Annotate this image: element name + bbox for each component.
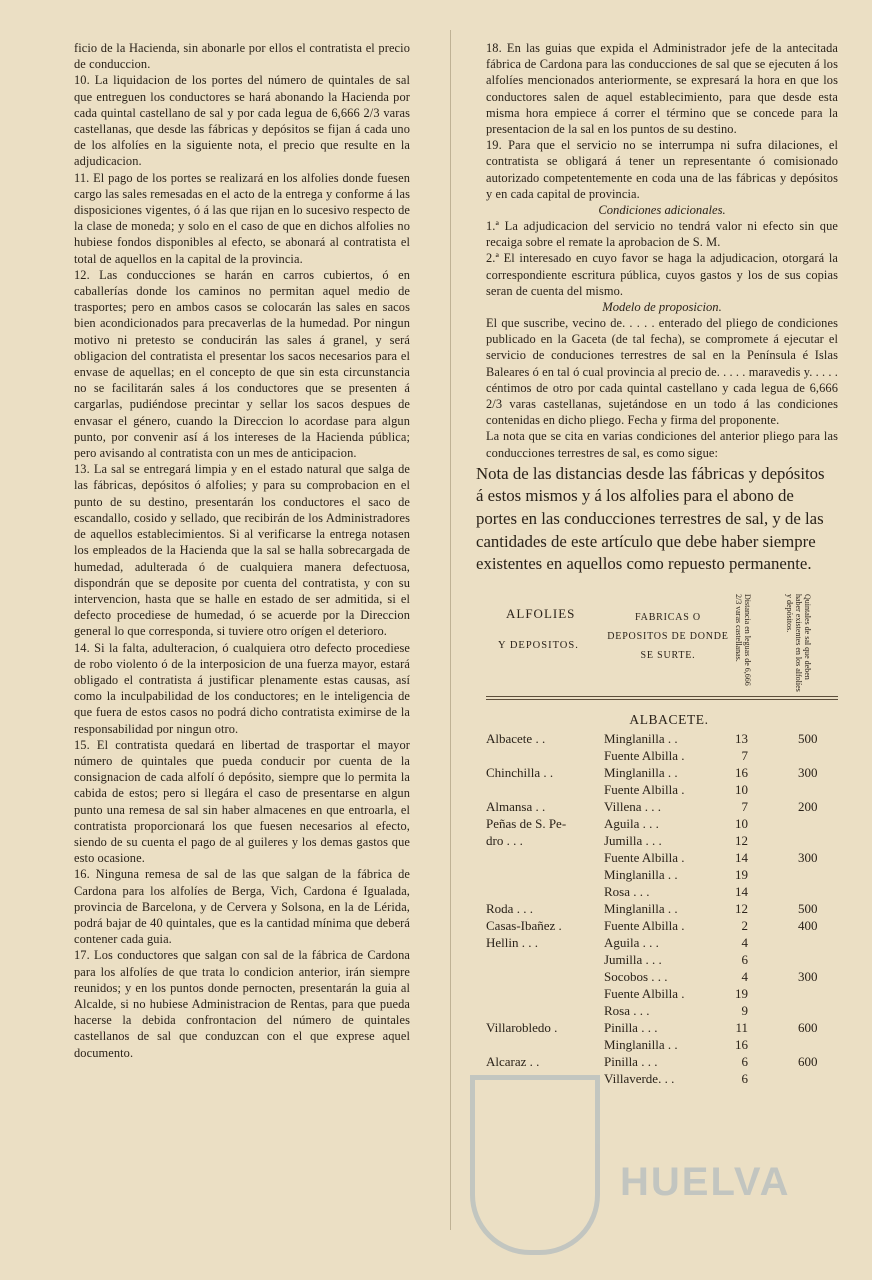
paragraph-19: 19. Para que el servicio no se interrumpa ni sufra dilaciones, el contratista se obligará á tener un representante ó comisionado autorizado competentemente en coda una de las fábricas y depósitos y en cada capital de provincia.: [486, 138, 838, 201]
model-text: El que suscribe, vecino de. . . . . enterado del pliego de condiciones publicado en la Gaceta (de tal fecha), se compromete á ejecutar el servicio de conduciones terrestres de sal en la Península é Islas Baleares ó en tal ó cual provincia al precio de. . . . . maravedis y. . . . . céntimos de otro por cada quintal castellano y cada legua de 6,666 2/3 varas castellanas, sujetándose en un todo á las condiciones contenidas en dicho pliego. Fecha y firma del proponente.: [486, 316, 838, 428]
source-cell: Rosa . . .: [604, 1002, 650, 1018]
source-cell: Minglanilla . .: [604, 866, 678, 882]
distance-cell: 14: [735, 849, 748, 865]
distance-cell: 14: [735, 883, 748, 899]
distance-cell: 16: [735, 764, 748, 780]
table-row: [486, 1002, 838, 1019]
paragraph-15: 15. El contratista quedará en libertad de trasportar el mayor número de quintales que pueda conducir por cuenta de la consignacion de cada alfolí ó depósito, siempre que lo permita la cabida de estos; pero si llegára el caso de presentarse en algun punto una remesa de sal sin haber almacenes en que entroarla, el contratista proporcionará los que fuesen necesarios al efecto, siendo de su cuenta el pago de al guileres y los demas gastos que esto ocasione.: [74, 737, 410, 866]
quantity-cell: 400: [798, 917, 818, 933]
source-cell: Villena . . .: [604, 798, 661, 814]
source-cell: Pinilla . . .: [604, 1019, 658, 1035]
alfoli-cell: Chinchilla . .: [486, 764, 554, 780]
distance-cell: 9: [741, 1002, 748, 1018]
paragraph-18: 18. En las guias que expida el Administrador jefe de la antecitada fábrica de Cardona para las conducciones de sal que se ejecuten á los alfolíes mencionados anteriormente, se expresará la hora en que los conductores salen de aquel establecimiento, para que desde esta misma hora empiece á correr el término que se concede para la presentacion de la sal en los puntos de su destino.: [486, 41, 838, 137]
alfoli-cell: Villarobledo .: [486, 1019, 558, 1035]
distance-cell: 16: [735, 1036, 748, 1052]
shield-icon: [470, 1075, 600, 1255]
distance-cell: 6: [741, 951, 748, 967]
table-row: [486, 866, 838, 883]
paragraph-16: 16. Ninguna remesa de sal de las que salgan de la fábrica de Cardona para los alfolíes de Berga, Vich, Cardona é Igualada, provincia de Barcelona, y de Cervera y Solsona, en la de Lérida, podrá bajar de 40 quintales, que es la cantidad mínima que deberá contener cada guia.: [74, 867, 410, 947]
table-row: [486, 747, 838, 764]
alfoli-cell: Peñas de S. Pe-: [486, 815, 567, 831]
note-intro: La nota que se cita en varias condiciones del anterior pliego para las conducciones terrestres de sal, es como sigue:: [486, 429, 838, 460]
source-cell: Minglanilla . .: [604, 730, 678, 746]
table-row: [486, 883, 838, 900]
quantity-cell: 200: [798, 798, 818, 814]
distance-cell: 19: [735, 866, 748, 882]
source-cell: Minglanilla . .: [604, 900, 678, 916]
paragraph-17: 17. Los conductores que salgan con sal de la fábrica de Cardona para los alfolíes de que trata lo condicion anterior, irán siempre reunidos; y en los puntos donde pernocten, presentarán la guia al Alcalde, si no hubiese Administracion de Rentas, para que pueda hacerse la debida confrontacion del número de quintales castellanos de sal que conduzcan con el que exprese aquel documento.: [74, 948, 410, 1060]
table-body: [486, 730, 838, 1087]
alfoli-cell: Roda . . .: [486, 900, 533, 916]
library-stamp: [470, 1060, 800, 1270]
table-row: [486, 764, 838, 781]
alfoli-cell: Casas-Ibañez .: [486, 917, 562, 933]
distance-cell: 19: [735, 985, 748, 1001]
source-cell: Aguila . . .: [604, 934, 659, 950]
table-row: [486, 968, 838, 985]
table-row: [486, 934, 838, 951]
col-fabricas: FABRICAS O DEPOSITOS DE DONDE SE SURTE.: [607, 611, 729, 661]
distance-cell: 7: [741, 747, 748, 763]
source-cell: Jumilla . . .: [604, 832, 662, 848]
source-cell: Fuente Albilla .: [604, 985, 685, 1001]
source-cell: Pinilla . . .: [604, 1053, 658, 1069]
distance-cell: 4: [741, 968, 748, 984]
alfoli-cell: Albacete . .: [486, 730, 546, 746]
paragraph-13: 13. La sal se entregará limpia y en el estado natural que salga de las fábricas, depósitos ó alfolies; y para su comprobacion en el punto de su destino, presentarán los conductores el saco de escandallo, cosido y sellado, que recibirán de los Administradores de aquellos establecimientos. Si al verificarse la entrega notasen los empleados de la Hacienda que la sal se halla sobrecargada de humedad, adulterada ó de cualquiera manera defectuosa, dispondrán que se deposite por cuenta del contratista, y con su intervencion, hasta que se halle en estado de ser admitida, si el defecto procediese de humedad, ó se acuerde por la Direccion general lo que corresponda, si tuviere otro orígen el deterioro.: [74, 462, 410, 639]
table-row: [486, 900, 838, 917]
left-column: [74, 40, 410, 1061]
distance-cell: 7: [741, 798, 748, 814]
distance-cell: 2: [741, 917, 748, 933]
distance-cell: 10: [735, 781, 748, 797]
table-row: [486, 815, 838, 832]
alfoli-cell: dro . . .: [486, 832, 523, 848]
source-cell: Fuente Albilla .: [604, 849, 685, 865]
conditions-heading: Condiciones adicionales.: [598, 203, 726, 218]
source-cell: Villaverde. . .: [604, 1070, 675, 1086]
region-heading: ALBACETE.: [629, 711, 709, 727]
col-depositos: Y DEPOSITOS.: [498, 639, 579, 651]
header-rule: [486, 696, 838, 700]
source-cell: Fuente Albilla .: [604, 781, 685, 797]
paragraph-14: 14. Si la falta, adulteracion, ó cualquiera otro defecto procediese de robo violento ó de la interposicion de una fuerza mayor, estará obligado el contratista á justificar plenamente estas causas, así como la inculpabilidad de los conductores; en le inteligencia de que fuera de estos casos no podrá dicho contratista eximirse de la responsabilidad por ningun otro.: [74, 640, 410, 736]
column-divider: [450, 30, 451, 1230]
table-header: [486, 594, 838, 700]
source-cell: Jumilla . . .: [604, 951, 662, 967]
quantity-cell: 300: [798, 968, 818, 984]
paragraph: ficio de la Hacienda, sin abonarle por ellos el contratista el precio de conduccion.: [74, 41, 410, 72]
alfoli-cell: Almansa . .: [486, 798, 546, 814]
source-cell: Aguila . . .: [604, 815, 659, 831]
source-cell: Fuente Albilla .: [604, 747, 685, 763]
model-heading: Modelo de proposicion.: [602, 300, 722, 315]
distance-cell: 12: [735, 900, 748, 916]
distance-cell: 12: [735, 832, 748, 848]
paragraph-10: 10. La liquidacion de los portes del número de quintales de sal que entreguen los conductores se hará abonando la Hacienda por cada quintal castellano de sal y por cada legua de 6,666 2/3 varas castellanas, que desde las fábricas y depósitos se fijan á cada uno de los alfolíes en la siguiente nota, el precio que resulte en la adjudicacion.: [74, 73, 410, 169]
distance-cell: 6: [741, 1053, 748, 1069]
col-quintales: Quintales de sal que deben haber existentes en los alfolíes y depósitos.: [785, 593, 812, 692]
source-cell: Socobos . . .: [604, 968, 668, 984]
table-row: [486, 951, 838, 968]
source-cell: Fuente Albilla .: [604, 917, 685, 933]
alfoli-cell: Alcaraz . .: [486, 1053, 540, 1069]
col-alfolies: ALFOLIES: [506, 605, 576, 621]
table-row: [486, 849, 838, 866]
quantity-cell: 600: [798, 1053, 818, 1069]
right-column: [476, 40, 838, 1087]
quantity-cell: 300: [798, 764, 818, 780]
col-leguas: Distancia en leguas de 6,666 2/3 varas castellanas.: [734, 593, 752, 686]
table-row: [486, 781, 838, 798]
paragraph-11: 11. El pago de los portes se realizará en los alfolies donde fuesen cargo las sales remesadas en el acto de la entrega y conforme á las disposiciones vigentes, ó á las que rijan en lo sucesivo respecto de la clase de moneda; y solo en el caso de que en dichos alfolies no hubiese fondos disponibles al efecto, se abonará al contratista el total de aquellos en la capital de la provincia.: [74, 170, 410, 266]
quantity-cell: 300: [798, 849, 818, 865]
source-cell: Minglanilla . .: [604, 764, 678, 780]
condition-2: 2.ª El interesado en cuyo favor se haga la adjudicacion, otorgará la correspondiente escritura pública, cuyos gastos y los de sus copias seran de cuenta del mismo.: [486, 251, 838, 298]
distance-cell: 6: [741, 1070, 748, 1086]
source-cell: Rosa . . .: [604, 883, 650, 899]
nota-title: Nota de las distancias desde las fábricas y depósitos á estos mismos y á los alfolies para el abono de portes en las conducciones terrestres de sal, y de las cantidades de este artículo que debe haber siempre existentes en aquellos como repuesto permanente.: [476, 463, 825, 574]
table-row: [486, 798, 838, 815]
paragraph-12: 12. Las conducciones se harán en carros cubiertos, ó en caballerías donde los caminos no permitan aquel medio de trasportes; pero en ambos casos se colocarán las sales en sacos bien acondicionados para precaverlas de la humedad. Por ningun motivo ni pretesto se conducirán las sales á granel, y será obligacion del contratista el presentar los sacos necesarios para el envase de aquellas; en el concepto de que sin esta circunstancia no se facilitarán sales á los conductores que se presenten á cargarlas, pudiéndose precintar y sellar los sacos despues de envasar el género, cuando la Direccion lo acordase para algun punto, por convenir así á los intereses de la Hacienda pública; pero avisando al contratista con un mes de anticipacion.: [74, 267, 410, 461]
distance-cell: 11: [735, 1019, 748, 1035]
condition-1: 1.ª La adjudicacion del servicio no tendrá valor ni efecto sin que recaiga sobre el remate la aprobacion de S. M.: [486, 219, 838, 250]
table-row: [486, 730, 838, 747]
alfoli-cell: Hellin . . .: [486, 934, 538, 950]
table-row: [486, 985, 838, 1002]
distance-cell: 10: [735, 815, 748, 831]
table-row: [486, 1036, 838, 1053]
quantity-cell: 600: [798, 1019, 818, 1035]
table-row: [486, 1019, 838, 1036]
quantity-cell: 500: [798, 900, 818, 916]
stamp-text: HUELVA: [620, 1160, 791, 1204]
quantity-cell: 500: [798, 730, 818, 746]
table-row: [486, 917, 838, 934]
source-cell: Minglanilla . .: [604, 1036, 678, 1052]
distance-cell: 13: [735, 730, 748, 746]
table-row: [486, 832, 838, 849]
distance-cell: 4: [741, 934, 748, 950]
